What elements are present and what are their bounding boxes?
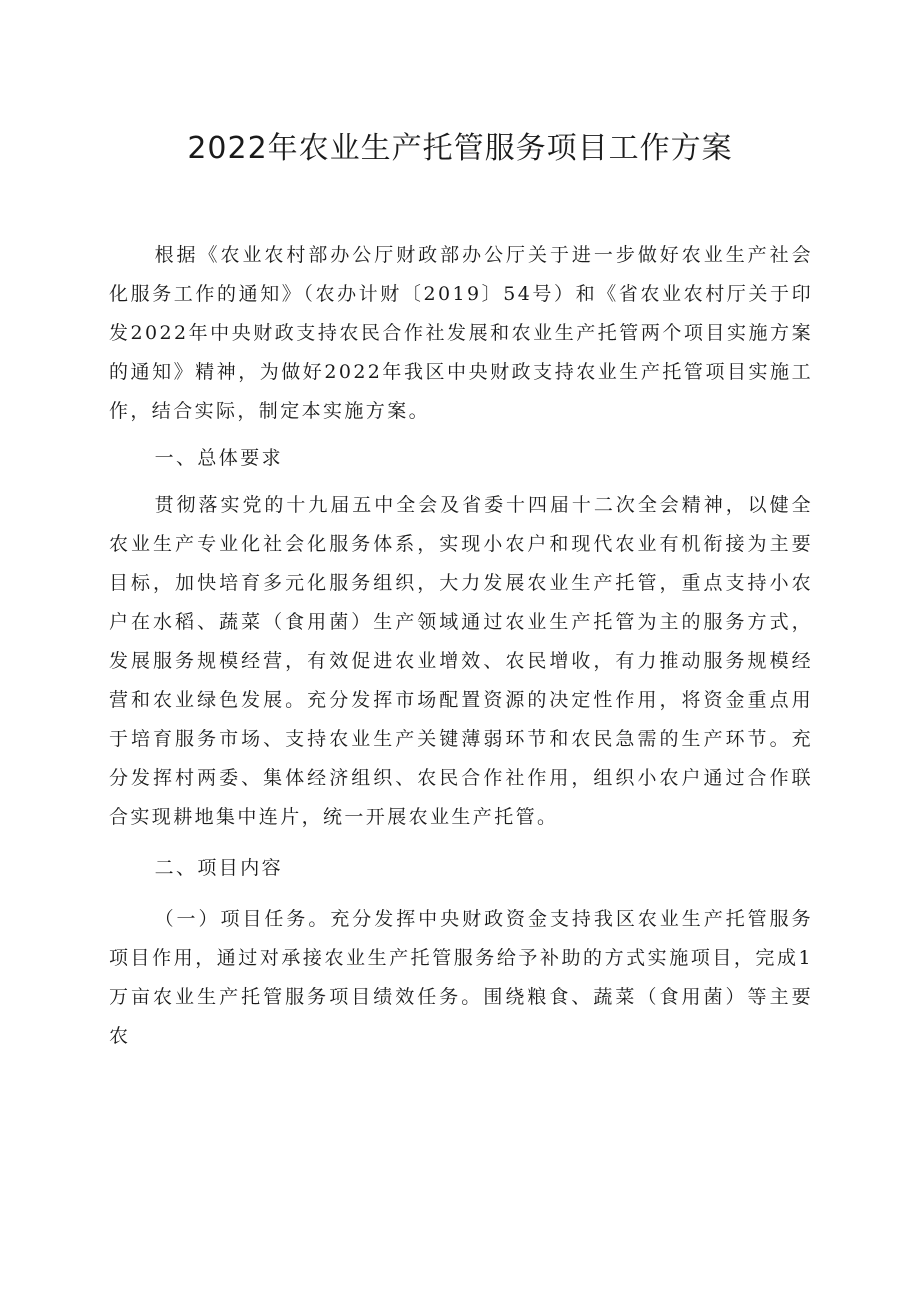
section-heading-overall-requirements: 一、总体要求 — [154, 447, 283, 469]
overall-requirements-paragraph: 贯彻落实党的十九届五中全会及省委十四届十二次全会精神，以健全农业生产专业化社会化服务体系，实现小农户和现代农业有机衔接为主要目标，加快培育多元化服务组织，大力发展农业生产托管，重点支持小农户在水稻、蔬菜（食用菌）生产领域通过农业生产托管为主的服务方式，发展服务规模经营，有效促进农业增效、农民增收，有力推动服务规模经营和农业绿色发展。充分发挥市场配置资源的决定性作用，将资金重点用于培育服务市场、支持农业生产关键薄弱环节和农民急需的生产环节。充分发挥村两委、集体经济组织、农民合作社作用，组织小农户通过合作联合实现耕地集中连片，统一开展农业生产托管。 — [109, 494, 813, 828]
document-title: 2022年农业生产托管服务项目工作方案 — [187, 131, 733, 166]
section-heading-project-content: 二、项目内容 — [154, 857, 283, 879]
document-body — [109, 236, 813, 1056]
intro-paragraph: 根据《农业农村部办公厅财政部办公厅关于进一步做好农业生产社会化服务工作的通知》（农办计财〔2019〕54号）和《省农业农村厅关于印发2022年中央财政支持农民合作社发展和农业生产托管两个项目实施方案的通知》精神，为做好2022年我区中央财政支持农业生产托管项目实施工作，结合实际，制定本实施方案。 — [109, 244, 813, 422]
project-task-paragraph: （一）项目任务。充分发挥中央财政资金支持我区农业生产托管服务项目作用，通过对承接农业生产托管服务给予补助的方式实施项目，完成1万亩农业生产托管服务项目绩效任务。围绕粮食、蔬菜（食用菌）等主要农 — [109, 908, 813, 1047]
